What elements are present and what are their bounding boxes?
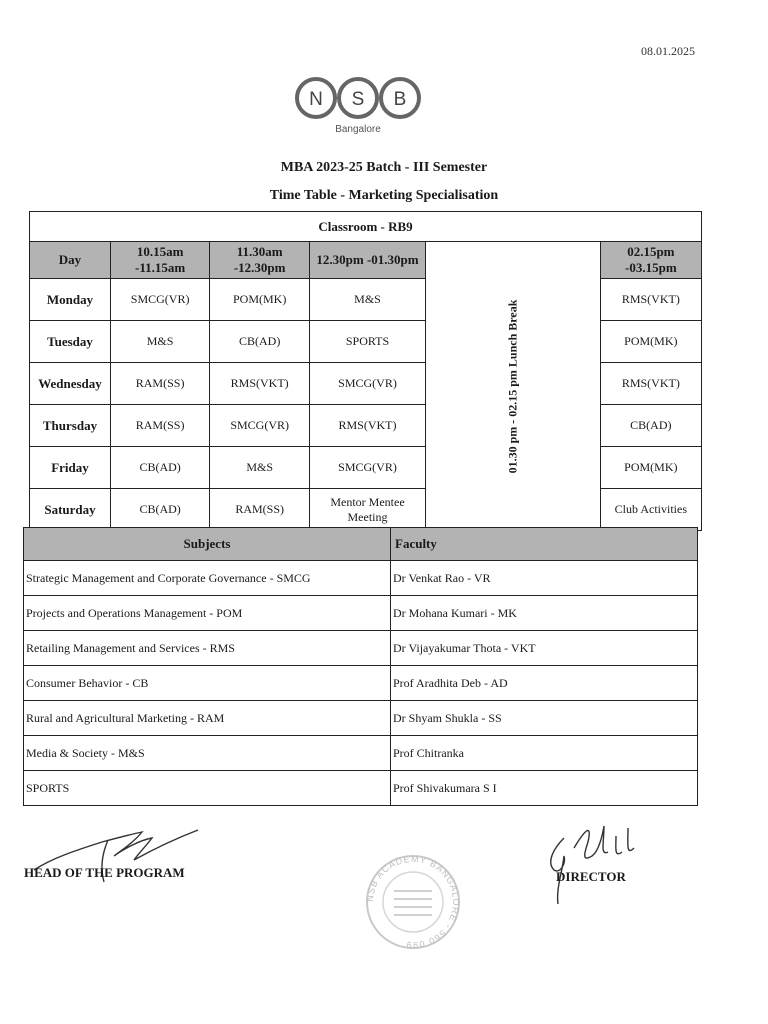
faculty-cell: Dr Vijayakumar Thota - VKT — [391, 631, 698, 666]
timetable-header-row — [30, 242, 702, 279]
slot-cell: RAM(SS) — [111, 363, 210, 405]
table-row — [24, 631, 698, 666]
faculty-cell: Dr Shyam Shukla - SS — [391, 701, 698, 736]
table-row — [30, 489, 702, 531]
faculty-cell: Dr Mohana Kumari - MK — [391, 596, 698, 631]
faculty-cell: Dr Venkat Rao - VR — [391, 561, 698, 596]
logo-letter-b: B — [393, 89, 407, 110]
subjects-header-row — [24, 528, 698, 561]
col-header-slot4: 02.15pm -03.15pm — [600, 242, 701, 279]
svg-text:NSB ACADEMY BANGALORE - 560 09 — [365, 854, 461, 950]
faculty-cell: Prof Aradhita Deb - AD — [391, 666, 698, 701]
director-signature — [536, 818, 646, 908]
day-cell: Tuesday — [30, 321, 111, 363]
col-header-day: Day — [30, 242, 111, 279]
table-row — [24, 736, 698, 771]
document-date: 08.01.2025 — [641, 44, 695, 58]
subject-cell: Strategic Management and Corporate Governance - SMCG — [24, 561, 391, 596]
faculty-cell: Prof Chitranka — [391, 736, 698, 771]
slot-cell: Mentor Mentee Meeting — [310, 489, 426, 531]
document-subtitle: Time Table - Marketing Specialisation — [269, 188, 499, 203]
head-of-program-label: HEAD OF THE PROGRAM — [24, 865, 185, 880]
slot-cell: M&S — [210, 447, 310, 489]
day-cell: Wednesday — [30, 363, 111, 405]
slot-cell: RMS(VKT) — [600, 363, 701, 405]
slot-cell: CB(AD) — [111, 447, 210, 489]
institution-stamp — [358, 852, 468, 952]
timetable — [29, 211, 702, 531]
col-header-slot3: 12.30pm -01.30pm — [310, 242, 426, 279]
slot-cell: SMCG(VR) — [111, 279, 210, 321]
lunch-break-label: 01.30 pm - 02.15 pm Lunch Break — [505, 299, 520, 473]
logo-letter-n: N — [309, 89, 323, 110]
table-row — [30, 405, 702, 447]
subject-cell: Consumer Behavior - CB — [24, 666, 391, 701]
faculty-cell: Prof Shivakumara S I — [391, 771, 698, 806]
slot-cell: POM(MK) — [210, 279, 310, 321]
table-row — [24, 596, 698, 631]
slot-cell: SMCG(VR) — [310, 363, 426, 405]
slot-cell: SMCG(VR) — [310, 447, 426, 489]
subject-cell: Projects and Operations Management - POM — [24, 596, 391, 631]
slot-cell: SMCG(VR) — [210, 405, 310, 447]
subject-cell: SPORTS — [24, 771, 391, 806]
slot-cell: RMS(VKT) — [310, 405, 426, 447]
nsb-logo — [294, 74, 422, 136]
faculty-header: Faculty — [391, 528, 698, 561]
subjects-faculty-table — [23, 527, 698, 806]
slot-cell: RAM(SS) — [210, 489, 310, 531]
slot-cell: M&S — [111, 321, 210, 363]
subject-cell: Rural and Agricultural Marketing - RAM — [24, 701, 391, 736]
lunch-break-column — [425, 242, 600, 531]
document-title: MBA 2023-25 Batch - III Semester — [280, 160, 488, 175]
slot-cell: POM(MK) — [600, 321, 701, 363]
slot-cell: CB(AD) — [111, 489, 210, 531]
classroom-label: Classroom - RB9 — [30, 212, 702, 242]
slot-cell: M&S — [310, 279, 426, 321]
slot-cell: RMS(VKT) — [210, 363, 310, 405]
table-row — [24, 701, 698, 736]
table-row — [24, 561, 698, 596]
slot-cell: CB(AD) — [210, 321, 310, 363]
table-row — [30, 321, 702, 363]
col-header-slot2: 11.30am -12.30pm — [210, 242, 310, 279]
day-cell: Thursday — [30, 405, 111, 447]
subject-cell: Retailing Management and Services - RMS — [24, 631, 391, 666]
slot-cell: SPORTS — [310, 321, 426, 363]
table-row — [30, 363, 702, 405]
slot-cell: RMS(VKT) — [600, 279, 701, 321]
logo-city: Bangalore — [335, 124, 381, 135]
table-row — [30, 447, 702, 489]
director-label: DIRECTOR — [556, 869, 626, 884]
day-cell: Friday — [30, 447, 111, 489]
table-row — [24, 771, 698, 806]
slot-cell: Club Activities — [600, 489, 701, 531]
table-row — [30, 279, 702, 321]
subject-cell: Media & Society - M&S — [24, 736, 391, 771]
slot-cell: RAM(SS) — [111, 405, 210, 447]
col-header-slot1: 10.15am -11.15am — [111, 242, 210, 279]
table-row — [24, 666, 698, 701]
logo-letter-s: S — [351, 89, 365, 110]
subjects-header: Subjects — [24, 528, 391, 561]
slot-cell: POM(MK) — [600, 447, 701, 489]
day-cell: Monday — [30, 279, 111, 321]
day-cell: Saturday — [30, 489, 111, 531]
stamp-text: NSB ACADEMY BANGALORE - 560 099 — [364, 853, 462, 951]
slot-cell: CB(AD) — [600, 405, 701, 447]
